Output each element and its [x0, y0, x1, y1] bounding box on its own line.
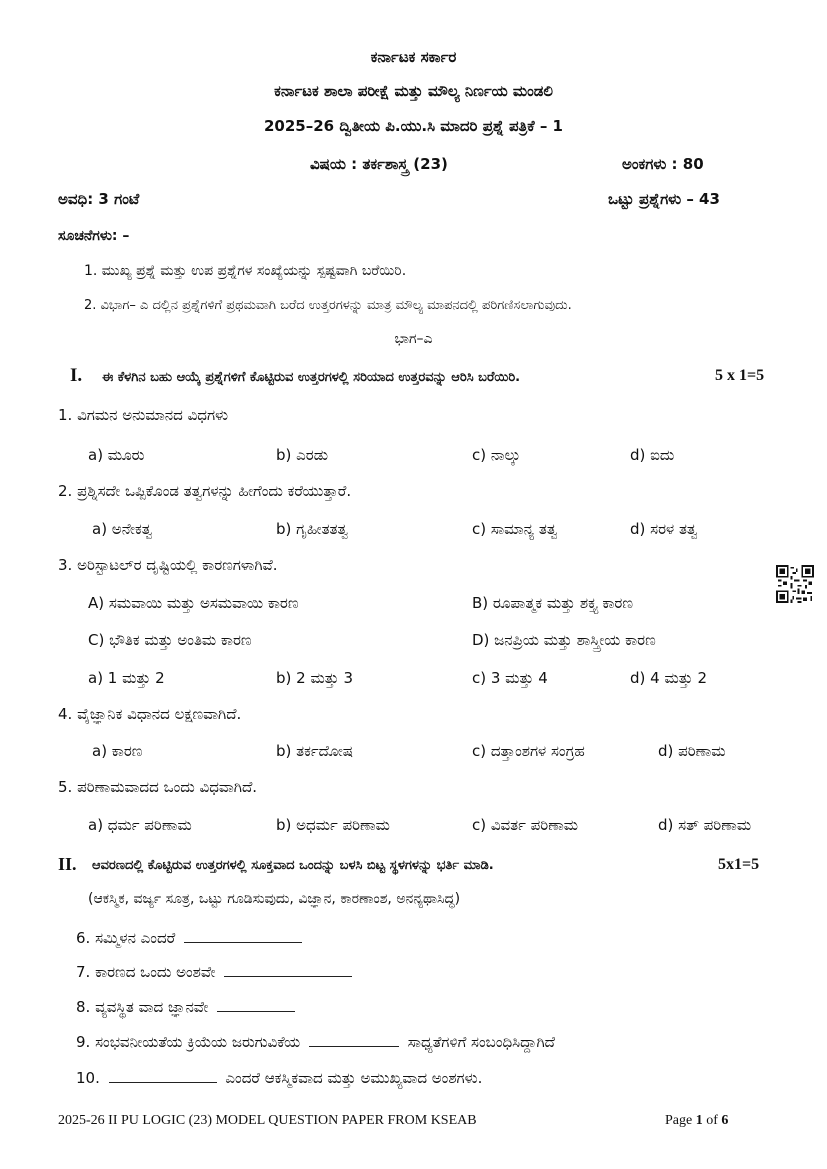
question-10-number: 10.	[76, 1069, 100, 1087]
page-separator: of	[702, 1113, 722, 1128]
question-5: 5. ಪರಿಣಾಮವಾದದ ಒಂದು ವಿಧವಾಗಿದೆ.	[58, 778, 258, 796]
question-4: 4. ವೈಜ್ಞಾನಿಕ ವಿಧಾನದ ಲಕ್ಷಣವಾಗಿದೆ.	[58, 705, 242, 723]
option-d: d) ಸತ್ ಪರಿಣಾಮ	[658, 816, 752, 834]
header-board: ಕರ್ನಾಟಕ ಶಾಲಾ ಪರೀಕ್ಷೆ ಮತ್ತು ಮೌಲ್ಯ ನಿರ್ಣಯ ಮಂಡಲಿ	[274, 82, 553, 100]
question-9-suffix: ಸಾಧ್ಯತೆಗಳಿಗೆ ಸಂಬಂಧಿಸಿದ್ದಾಗಿದೆ	[407, 1033, 555, 1051]
sub-statement-c: C) ಭೌತಿಕ ಮತ್ತು ಅಂತಿಮ ಕಾರಣ	[88, 631, 252, 649]
duration-label: ಅವಧಿ: 3 ಗಂಟೆ	[58, 190, 140, 208]
option-c: c) 3 ಮತ್ತು 4	[472, 669, 548, 687]
answer-blank	[309, 1034, 399, 1047]
option-c: c) ವಿವರ್ತ ಪರಿಣಾಮ	[472, 816, 579, 834]
question-8-text: 8. ವ್ಯವಸ್ಥಿತ ವಾದ ಜ್ಞಾನವೇ	[76, 998, 209, 1016]
option-c: c) ದತ್ತಾಂಶಗಳ ಸಂಗ್ರಹ	[472, 742, 585, 760]
answer-blank	[217, 999, 295, 1012]
qr-code-icon	[776, 565, 814, 603]
part-two-title: ಆವರಣದಲ್ಲಿ ಕೊಟ್ಟಿರುವ ಉತ್ತರಗಳಲ್ಲಿ ಸೂಕ್ತವಾದ ಒಂದನ್ನು ಬಳಸಿ ಬಿಟ್ಟ ಸ್ಥಳಗಳನ್ನು ಭರ್ತಿ ಮಾಡಿ.	[92, 858, 494, 873]
option-a: a) 1 ಮತ್ತು 2	[88, 669, 165, 687]
option-c: c) ನಾಲ್ಕು	[472, 446, 521, 464]
option-b: b) ತರ್ಕದೋಷ	[276, 742, 353, 760]
option-b: b) 2 ಮತ್ತು 3	[276, 669, 354, 687]
answer-blank	[109, 1070, 217, 1083]
option-d: d) ಐದು	[630, 446, 675, 464]
question-1: 1. ವಿಗಮನ ಅನುಮಾನದ ವಿಧಗಳು	[58, 406, 228, 424]
option-b: b) ಅಧರ್ಮ ಪರಿಣಾಮ	[276, 816, 390, 834]
section-title: ಭಾಗ–ಎ	[394, 331, 433, 347]
option-d: d) ಸರಳ ತತ್ವ	[630, 520, 698, 538]
footer-page-number	[665, 1113, 728, 1129]
sub-statement-b: B) ರೂಪಾತ್ಮಕ ಮತ್ತು ಶಕ್ತ್ಯ ಕಾರಣ	[472, 594, 633, 612]
answer-blank	[224, 964, 352, 977]
question-7	[76, 963, 356, 981]
page-total: 6	[721, 1113, 729, 1128]
question-3: 3. ಅರಿಸ್ಟಾಟಲ್‌ರ ದೃಷ್ಟಿಯಲ್ಲಿ ಕಾರಣಗಳಾಗಿವೆ.	[58, 556, 278, 574]
sub-statement-a: A) ಸಮವಾಯಿ ಮತ್ತು ಅಸಮವಾಯಿ ಕಾರಣ	[88, 594, 299, 612]
part-one-marks: 5 x 1=5	[715, 367, 765, 384]
question-9	[76, 1033, 555, 1051]
header-paper-title: 2025–26 ದ್ವಿತೀಯ ಪಿ.ಯು.ಸಿ ಮಾದರಿ ಪ್ರಶ್ನೆ ಪತ್ರಿಕೆ – 1	[264, 117, 563, 135]
page-prefix: Page	[665, 1113, 696, 1128]
question-8	[76, 998, 299, 1016]
option-a: a) ಕಾರಣ	[92, 742, 143, 760]
option-a: a) ಮೂರು	[88, 446, 145, 464]
part-two-marks: 5x1=5	[718, 856, 760, 873]
total-questions-label: ಒಟ್ಟು ಪ್ರಶ್ನೆಗಳು – 43	[608, 190, 720, 208]
question-10-suffix: ಎಂದರೆ ಆಕಸ್ಮಿಕವಾದ ಮತ್ತು ಅಮುಖ್ಯವಾದ ಅಂಶಗಳು.	[225, 1069, 483, 1087]
option-b: b) ಗೃಹೀತತತ್ವ	[276, 520, 349, 538]
header-government: ಕರ್ನಾಟಕ ಸರ್ಕಾರ	[370, 48, 457, 66]
instructions-title: ಸೂಚನೆಗಳು: –	[58, 228, 130, 244]
option-c: c) ಸಾಮಾನ್ಯ ತತ್ವ	[472, 520, 558, 538]
question-7-text: 7. ಕಾರಣದ ಒಂದು ಅಂಶವೇ	[76, 963, 216, 981]
option-d: d) 4 ಮತ್ತು 2	[630, 669, 708, 687]
page-current: 1	[695, 1113, 703, 1128]
part-one-numeral: I.	[70, 365, 83, 386]
question-10	[76, 1069, 482, 1087]
sub-statement-d: D) ಜನಪ್ರಿಯ ಮತ್ತು ಶಾಸ್ತ್ರೀಯ ಕಾರಣ	[472, 631, 656, 649]
answer-choices: (ಆಕಸ್ಮಿಕ, ವರ್ಜ್ಯ ಸೂತ್ರ, ಒಟ್ಟು ಗೂಡಿಸುವುದು, ವಿಜ್ಞಾನ, ಕಾರಣಾಂಶ, ಅನನ್ಯಥಾಸಿದ್ಧ)	[88, 891, 461, 907]
question-6-text: 6. ಸಮ್ಮಿಳನ ಎಂದರೆ	[76, 929, 176, 947]
part-two-numeral: II.	[58, 854, 77, 874]
answer-blank	[184, 930, 302, 943]
footer-paper-id: 2025-26 II PU LOGIC (23) MODEL QUESTION PAPER FROM KSEAB	[58, 1113, 477, 1128]
option-a: a) ಅನೇಕತ್ವ	[92, 520, 153, 538]
question-6	[76, 929, 306, 947]
question-2: 2. ಪ್ರಶ್ನಿಸದೇ ಒಪ್ಪಿಕೊಂಡ ತತ್ವಗಳನ್ನು ಹೀಗೆಂದು ಕರೆಯುತ್ತಾರೆ.	[58, 482, 352, 500]
part-one-title: ಈ ಕೆಳಗಿನ ಬಹು ಆಯ್ಕೆ ಪ್ರಶ್ನೆಗಳಿಗೆ ಕೊಟ್ಟಿರುವ ಉತ್ತರಗಳಲ್ಲಿ ಸರಿಯಾದ ಉತ್ತರವನ್ನು ಆರಿಸಿ ಬರೆಯಿರಿ.	[102, 370, 521, 385]
option-d: d) ಪರಿಣಾಮ	[658, 742, 726, 760]
option-a: a) ಧರ್ಮ ಪರಿಣಾಮ	[88, 816, 192, 834]
marks-label: ಅಂಕಗಳು : 80	[622, 155, 704, 173]
instruction-item: 2. ವಿಭಾಗ– ಎ ದಲ್ಲಿನ ಪ್ರಶ್ನೆಗಳಿಗೆ ಪ್ರಥಮವಾಗಿ ಬರೆದ ಉತ್ತರಗಳನ್ನು ಮಾತ್ರ ಮೌಲ್ಯ ಮಾಪನದಲ್ಲಿ ಪರಿಗಣಿಸಲಾಗುವುದು.	[84, 298, 572, 313]
instruction-item: 1. ಮುಖ್ಯ ಪ್ರಶ್ನೆ ಮತ್ತು ಉಪ ಪ್ರಶ್ನೆಗಳ ಸಂಖ್ಯೆಯನ್ನು ಸ್ಪಷ್ಟವಾಗಿ ಬರೆಯಿರಿ.	[84, 263, 407, 279]
option-b: b) ಎರಡು	[276, 446, 329, 464]
subject-label: ವಿಷಯ : ತರ್ಕಶಾಸ್ತ್ರ (23)	[310, 155, 448, 173]
question-9-text: 9. ಸಂಭವನೀಯತೆಯ ಕ್ರಿಯೆಯ ಜರುಗುವಿಕೆಯ	[76, 1033, 301, 1051]
